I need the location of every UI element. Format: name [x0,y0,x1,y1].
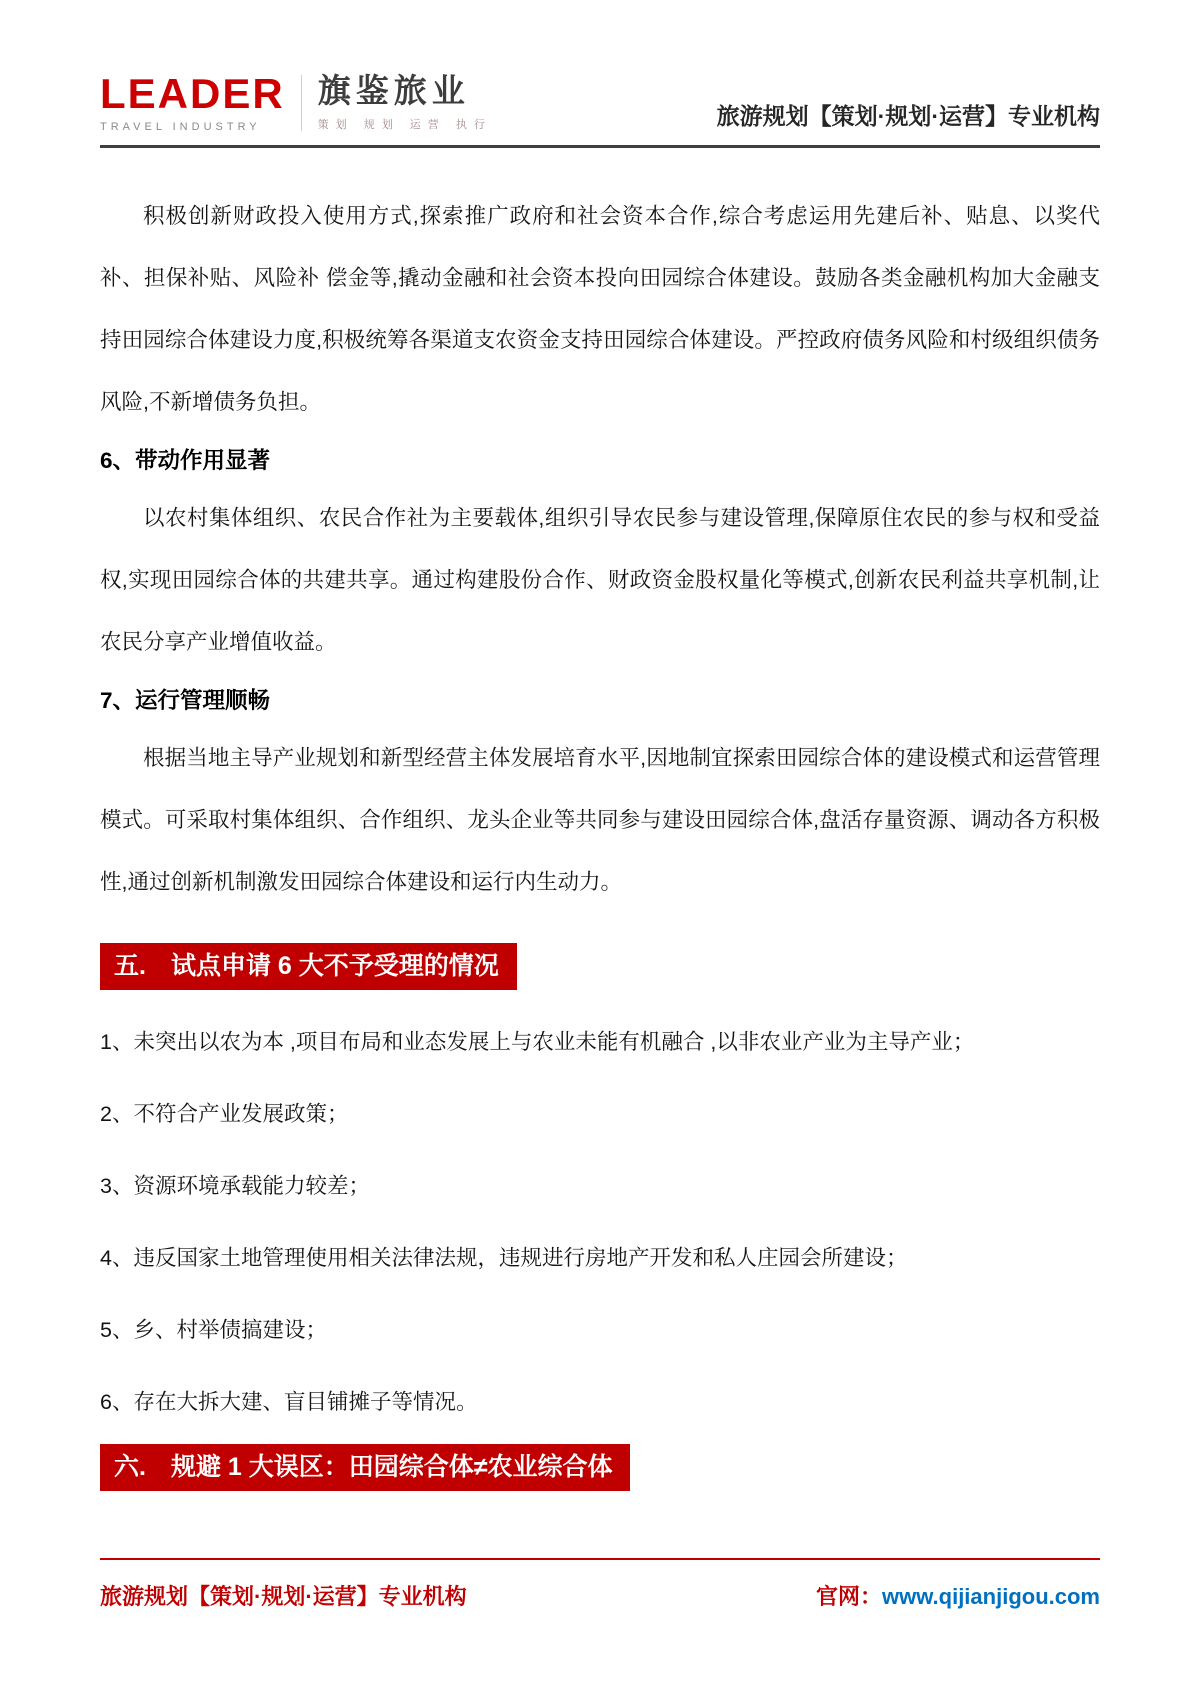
logo-brand-block [100,70,285,133]
page-footer [100,1558,1100,1611]
footer-site-block [816,1580,1100,1611]
section-6-banner-row [100,1444,1100,1491]
list-item: 3、资源环境承载能力较差； [100,1174,370,1198]
section-6-title-banner: 六. 规避 1 大误区：田园综合体≠农业综合体 [100,1444,630,1491]
section-5-title-banner: 五. 试点申请 6 大不予受理的情况 [100,943,517,990]
logo-brand-text: LEADER [100,70,285,117]
footer-site-url-link[interactable]: www.qijianjigou.com [882,1584,1100,1609]
rejection-list [100,1012,1100,1432]
section-5-banner-row [100,943,1100,990]
logo-cn-tagline: 策划 规划 运营 执行 [317,118,492,131]
footer-org-text: 旅游规划【策划·规划·运营】专业机构 [100,1584,467,1609]
paragraph-operation-management: 根据当地主导产业规划和新型经营主体发展培育水平,因地制宜探索田园综合体的建设模式和运营管理模式。可采取村集体组织、合作组织、龙头企业等共同参与建设田园综合体,盘活存量资源、调动各方积极性,通过创新机制激发田园综合体建设和运行内生动力。 [100,746,1100,894]
logo-cn-block [318,74,492,132]
footer-site-label: 官网： [816,1584,883,1609]
document-body [100,185,1100,1491]
page-header [100,58,1100,148]
section-heading-6: 6、带动作用显著 [100,448,271,473]
list-item: 4、违反国家土地管理使用相关法律法规，违规进行房地产开发和私人庄园会所建设； [100,1246,908,1270]
list-item: 2、不符合产业发展政策； [100,1102,349,1126]
logo-cn-name: 旗鉴旅业 [317,72,470,110]
list-item: 1、未突出以农为本 ,项目布局和业态发展上与农业未能有机融合 ,以非农业产业为主导产业； [100,1030,975,1054]
paragraph-driving-effect: 以农村集体组织、农民合作社为主要载体,组织引导农民参与建设管理,保障原住农民的参与权和受益权,实现田园综合体的共建共享。通过构建股份合作、财政资金股权量化等模式,创新农民利益共享机制,让农民分享产业增值收益。 [100,506,1100,654]
list-item: 6、存在大拆大建、盲目铺摊子等情况。 [100,1390,478,1414]
section-heading-7: 7、运行管理顺畅 [100,688,271,713]
logo-brand-subtext: TRAVEL INDUSTRY [100,121,261,133]
paragraph-finance-support: 积极创新财政投入使用方式,探索推广政府和社会资本合作,综合考虑运用先建后补、贴息、以奖代补、担保补贴、风险补 偿金等,撬动金融和社会资本投向田园综合体建设。鼓励各类金融机构加大金融支持田园综合体建设力度,积极统筹各渠道支农资金支持田园综合体建设。严控政府债务风险和村级组织债务风险,不新增债务负担。 [100,204,1100,414]
list-item: 5、乡、村举债搞建设； [100,1318,327,1342]
logo-divider [301,75,302,131]
leader-logo [100,70,492,133]
header-tagline: 旅游规划【策划·规划·运营】专业机构 [716,103,1100,129]
